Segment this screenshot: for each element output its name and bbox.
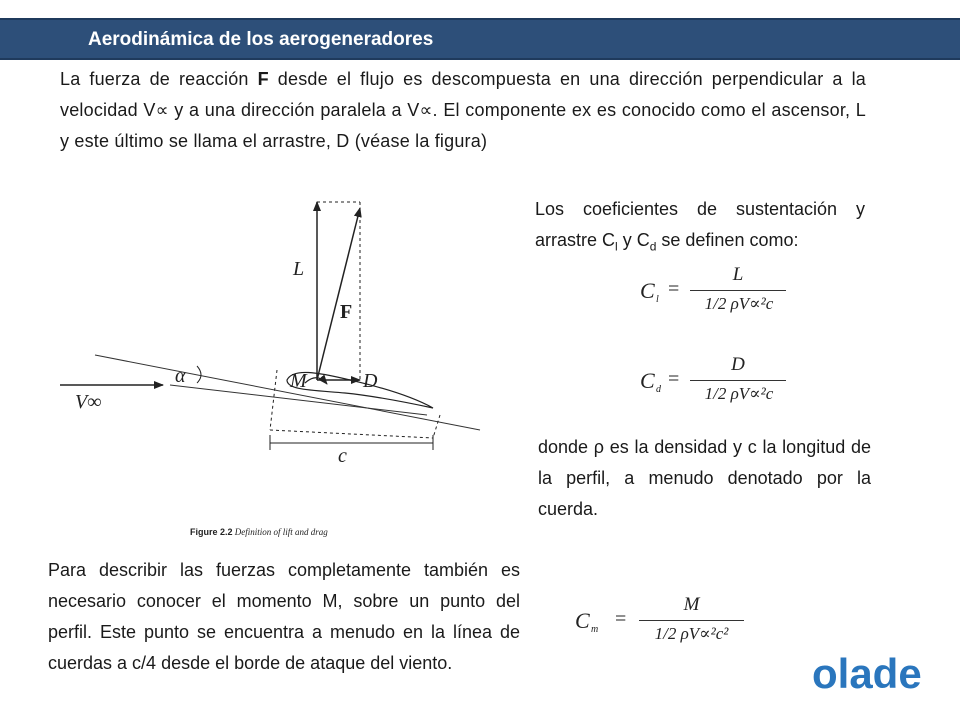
cd-bar bbox=[690, 380, 786, 381]
figure-caption bbox=[190, 527, 328, 537]
chord-dash-right bbox=[433, 415, 440, 438]
cm-den: 1/2 ρV∝²c² bbox=[654, 624, 729, 643]
coef-sub-d: d bbox=[649, 239, 657, 254]
coef-text-2: y C bbox=[617, 230, 650, 250]
formula-cm bbox=[575, 594, 750, 660]
cl-sub: l bbox=[656, 294, 659, 305]
caption-bold: Figure 2.2 bbox=[190, 527, 233, 537]
cd-eq: = bbox=[668, 368, 680, 390]
cm-num: M bbox=[683, 594, 700, 615]
formula-cd bbox=[640, 354, 790, 414]
cd-lhs: C bbox=[640, 368, 655, 393]
force-arrow bbox=[317, 208, 360, 380]
cm-bar bbox=[639, 620, 744, 621]
coef-text-3: se definen como: bbox=[656, 230, 799, 250]
cd-sub: d bbox=[656, 384, 661, 395]
label-l: L bbox=[293, 258, 305, 280]
coef-sub-l: l bbox=[615, 239, 618, 254]
intro-bold-f: F bbox=[257, 69, 269, 89]
logo-text: olade bbox=[812, 650, 922, 697]
chord-line bbox=[95, 355, 480, 430]
cm-lhs: C bbox=[575, 608, 590, 633]
label-d: D bbox=[363, 370, 378, 392]
cl-den: 1/2 ρV∝²c bbox=[704, 294, 774, 313]
coef-text-1: Los coeficientes de sustentación y arrastre C bbox=[535, 199, 865, 250]
lift-drag-diagram bbox=[55, 190, 505, 530]
cl-bar bbox=[690, 290, 786, 291]
intro-paragraph bbox=[60, 64, 866, 157]
olade-logo-image bbox=[810, 648, 930, 698]
label-m: M bbox=[290, 370, 307, 392]
cd-num: D bbox=[731, 354, 745, 375]
label-c: c bbox=[338, 445, 347, 467]
cm-sub: m bbox=[591, 624, 599, 635]
olade-logo bbox=[810, 648, 930, 703]
intro-text-2: desde el flujo es descompuesta en una dirección perpendicular a la velocidad V∝ y a una dirección paralela a V∝. El componente ex es conocido como el ascensor, L y este último se llama el arrastre, D (véase la figura) bbox=[60, 69, 866, 151]
caption-text: Definition of lift and drag bbox=[232, 527, 328, 537]
moment-paragraph: Para describir las fuerzas completamente también es necesario conocer el momento M, sobre un punto del perfil. Este punto se encuentra a menudo en la línea de cuerdas a c/4 desde el borde de ataque del viento. bbox=[48, 560, 520, 673]
label-f: F bbox=[340, 301, 353, 323]
chord-dash-bottom bbox=[270, 430, 433, 438]
page-title: Aerodinámica de los aerogeneradores bbox=[88, 29, 434, 50]
density-paragraph: donde ρ es la densidad y c la longitud de la perfil, a menudo denotado por la cuerda. bbox=[538, 437, 871, 519]
header-bar bbox=[0, 18, 960, 60]
coefficients-paragraph bbox=[535, 194, 865, 263]
cd-den: 1/2 ρV∝²c bbox=[704, 384, 774, 403]
formula-cl bbox=[640, 264, 790, 324]
label-alpha: α bbox=[175, 365, 186, 387]
intro-text-1: La fuerza de reacción bbox=[60, 69, 258, 89]
cl-eq: = bbox=[668, 278, 680, 300]
cm-eq: = bbox=[615, 608, 627, 630]
label-v: V∞ bbox=[75, 391, 102, 413]
cl-lhs: C bbox=[640, 278, 655, 303]
lift-drag-figure bbox=[55, 190, 505, 535]
chord-dash-left bbox=[270, 370, 277, 430]
cl-num: L bbox=[732, 264, 744, 285]
